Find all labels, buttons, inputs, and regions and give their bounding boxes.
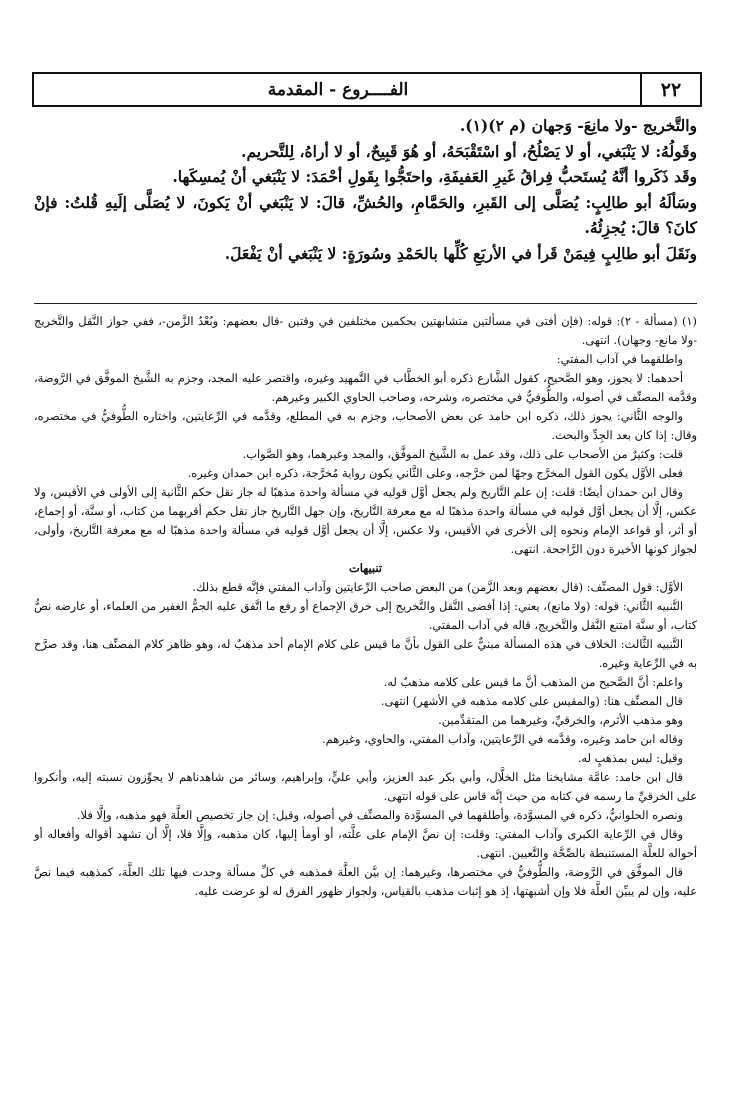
footnotes <box>34 312 697 901</box>
footnote-paragraph: ونصره الحلوانيُّ، ذكره في المسوَّدة، وأطلقهما في المسوَّدة والمصنِّف في أصوله، وقيل: إن جاز تخصيص العلَّة فهو مذهبه، وإلَّا فلا. <box>76 808 683 822</box>
main-paragraph: وسَألَهُ أبو طالِبٍ: يُصَلَّى إلى القَبرِ، والحَمَّامِ، والحُشِّ، قالَ: لا يَنْبَغي أنْ يَكونَ، لا يُصَلَّى إلَيهِ قُلتُ: فإنْ كانَ؟ قالَ: يُجزِئُهُ. <box>34 192 697 237</box>
footnote-paragraph: وقال ابن حمدان أيضًا: قلت: إن علم التَّاريخ ولم يجعل أوَّل قوليه في مسألة واحدة مذهبًا له جاز نقل حكم الثَّانية إلى الأولى في الأقيس، ولا عكس، إلَّا أن يجعل أوَّل قوليه في مسألة واحدة مذهبًا له مع معرفة التَّاريخ، وإن جهل التَّاريخ جاز نقل حكم أقربهما من كتاب، أو سنَّة، أو إجماع، أو أثر، أو قواعد الإمام ونحوه إلى الأخرى في الأقيس، ولا عكس، إلَّا أن يجعل أوَّل قوليه في مسألة واحدة مذهبًا له مع معرفة التَّاريخ، وأولى، لجواز كونها الأخيرة دون الرَّاجحة. انتهى. <box>34 485 697 556</box>
footnote-paragraph: واطلقهما في آداب المفتي: <box>556 352 683 366</box>
footnote-paragraph: قال الموفَّق في الرَّوضة، والطُّوفيُّ في مختصرها، وغيرهما: إن بيَّن العلَّة فمذهبه في كلِّ مسألة وجدت فيها تلك العلَّة، كمذهبه فيما نصَّ عليه، وإن لم يبيِّن العلَّة فلا وإن أشبهتها، إذ هو إثبات مذهب بالقياس، ولجواز ظهور الفرق له لو عرضت عليه. <box>34 865 697 898</box>
footnote-paragraph: الأوَّل: قول المصنِّف: (قال بعضهم وبعد الزَّمن) من البعض صاحب الرِّعايتين وآداب المفتي فإنَّه قطع بذلك. <box>192 580 683 594</box>
footnote-paragraph: والوجه الثَّاني: يجوز ذلك، ذكره ابن حامد عن بعض الأصحاب، وجزم به في المطلع، وقدَّمه في الرِّعايتين، واختاره الطُّوفيُّ في مختصره، وقال: إذا كان بعد الجِدِّ والبحث. <box>34 409 697 442</box>
footnote-paragraph: التَّنبيه الثَّاني: قوله: (ولا مانع)، يعني: إذا أفضى النَّقل والتَّخريج إلى خرق الإجماع أو رفع ما اتَّفق عليه الجمُّ الغفير من العلماء، أو عارضه نصُّ كتاب، أو سنَّة امتنع النَّقل والتَّخريج، قاله في آداب المفتي. <box>34 599 697 632</box>
footnote-paragraph: التَّنبيه الثَّالث: الخلاف في هذه المسألة مبنيٌّ على القول بأنَّ ما قيس على كلام الإمام أحد مذهبٌ له، وهو ظاهر كلام المصنِّف هنا، وقد صرَّح به في الرِّعاية وغيره. <box>34 637 697 670</box>
footnote-paragraph: واعلم: أنَّ الصَّحيح من المذهب أنَّ ما قيس على كلامه مذهبٌ له. <box>383 675 683 689</box>
footnote-separator <box>34 303 697 304</box>
footnote-paragraph: وقيل: ليس بمذهبٍ له. <box>577 751 683 765</box>
footnote-paragraph: وهو مذهب الأثرم، والخرقيِّ، وغيرهما من المتقدِّمين. <box>438 713 683 727</box>
footnote-paragraph: وقاله ابن حامد وغيره، وقدَّمه في الرِّعايتين، وآداب المفتي، والحاوي، وغيرهم. <box>322 732 683 746</box>
footnote-paragraph: وقال في الرِّعاية الكبرى وآداب المفتي: وقلت: إن نصَّ الإمام على علَّته، أو أومأ إليها، كان مذهبه، وإلَّا فلا، إلَّا أن تشهد أقواله وأفعاله أو أحواله للعلَّة المستنبطة بالصِّحَّة والتَّعيين. انتهى. <box>34 827 697 860</box>
main-paragraph: والتَّخريج -ولا مانِعَ- وَجهان (م ٢)(١). <box>459 116 697 135</box>
main-paragraph: وقَولُهُ: لا يَنْبَغي، أو لا يَصْلُحُ، أو اسْتَقْبَحَهُ، أو هُوَ قَبِيحٌ، أو لا أراهُ، لِلتَّحريم. <box>241 141 697 161</box>
running-title: الفــــروع - المقدمة <box>267 79 409 100</box>
notes-heading: تنبيهات <box>349 561 382 575</box>
page-header <box>32 72 702 107</box>
footnote-paragraph: قال ابن حامد: عامَّة مشايخنا مثل الخلَّال، وأبي بكر عبد العزيز، وأبي عليٍّ، وإبراهيم، وسائر من شاهدناهم لا يجوِّزون نسبته إليه، وأنكروا على الخرقيِّ ما رسمه في كتابه من حيث إنَّه قاس على قوله انتهى. <box>34 770 697 803</box>
page-number: ٢٢ <box>640 74 700 105</box>
footnote-paragraph: (١) (مسألة - ٢): قوله: (فإن أفتى في مسألتين متشابهتين بحكمين مختلفين في وقتين -قال بعضهم: وبُعْدُ الزَّمن-، ففي جواز النَّقل والتَّخريج -ولا مانع- وجهان). انتهى. <box>34 314 697 347</box>
footnote-paragraph: قلت: وكثيرٌ من الأصحاب على ذلك، وقد عمل به الشَّيخ الموفَّق، والمجد وغيرهما، وهو الصَّواب. <box>242 447 683 461</box>
main-paragraph: وقَد ذَكَروا أنَّهُ يُستَحبُّ فِراقُ غَيرِ العَفيفَةِ، واحتَجُّوا بِقَولِ أحْمَدَ: لا يَنْبَغي أنْ يُمسِكَها. <box>172 167 697 186</box>
footnote-paragraph: أحدهما: لا يجوز، وهو الصَّحيح، كقول الشَّارع ذكره أبو الخطَّاب في التَّمهيد وغيره، واقتصر عليه المجد، وجزم به الشَّيخ الموفَّق في الرَّوضة، وقدَّمه المصنِّف في أصوله، والطُّوفيُّ في مختصره، وشرحه، وصاحب الحاوي الكبير وغيرهم. <box>34 371 697 404</box>
footnote-paragraph: فعلى الأوَّل يكون القول المخرَّج وجهًا لمن خرَّجه، وعلى الثَّاني يكون رواية مُخرَّجة، ذكره ابن حمدان وغيره. <box>187 466 683 480</box>
footnote-paragraph: قال المصنِّف هنا: (والمقيس على كلامه مذهبه في الأشهر) انتهى. <box>380 694 683 708</box>
main-text <box>34 113 697 266</box>
main-paragraph: ونَقَلَ أبو طالِبٍ فِيمَنْ قَرأ في الأربَعِ كُلِّها بالحَمْدِ وسُورَةٍ: لا يَنْبَغي أنْ يَفْعَلَ. <box>224 243 697 263</box>
